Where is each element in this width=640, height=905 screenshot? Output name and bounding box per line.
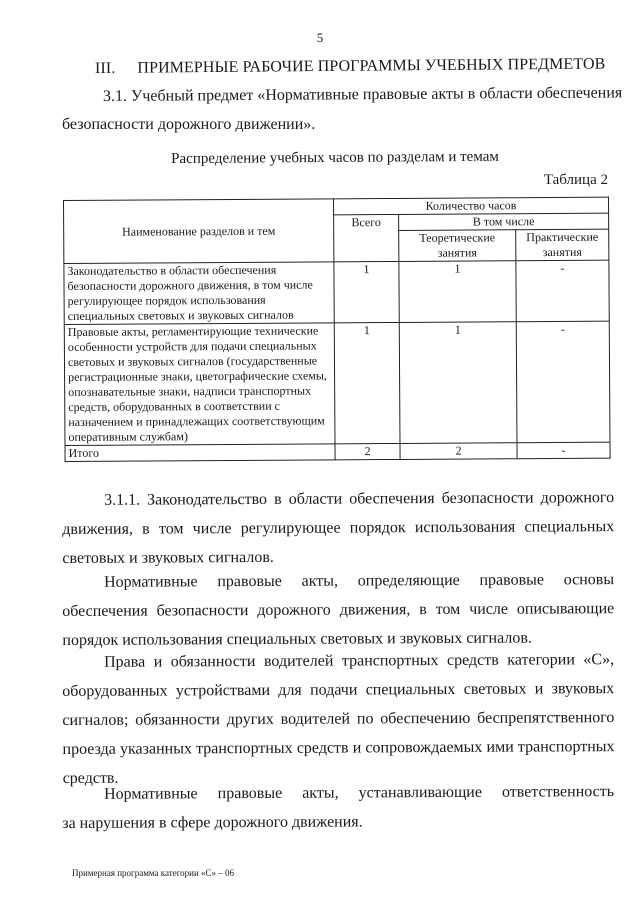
- paragraph-3-1-1: 3.1.1. Законодательство в области обеспечения безопасности дорожного движения, в том числе регулирующее порядок использования специальных световых и звуковых сигналов.: [62, 489, 615, 567]
- total-label: Итого: [65, 444, 335, 462]
- word: акты,: [302, 784, 339, 802]
- row-practice: -: [516, 321, 610, 443]
- word: ответственность: [501, 783, 615, 801]
- row-theory: 1: [399, 322, 517, 444]
- row-total: 1: [334, 261, 399, 322]
- header-hours: Количество часов: [333, 197, 608, 215]
- hours-table: [63, 197, 611, 462]
- word: Нормативные: [104, 785, 198, 803]
- total-total: 2: [335, 443, 400, 459]
- table-label: Таблица 2: [543, 172, 608, 188]
- row-topic: Правовые акты, регламентирующие технические особенности устройств для подачи специальных световых и звуковых сигналов (государственные регистрационные знаки, цветографические схемы, опознавательные знаки, надписи транспортных средств, оборудованных в соответствии с назначением и принадлежащих соответствующим оперативным службам): [64, 323, 335, 446]
- paragraph-responsibility-line-2: за нарушения в сфере дорожного движения.: [62, 813, 363, 832]
- section-heading: [95, 56, 606, 78]
- table-row: [64, 321, 610, 445]
- page-number: 5: [316, 30, 324, 45]
- paragraph-driver-rights: Права и обязанности водителей транспортных средств категории «С», оборудованных устройствами для подачи специальных световых и звуковых сигналов; обязанности других водителей по обеспечению беспрепятственного проезда указанных транспортных средств и сопровождаемых ими транспортных средств.: [62, 651, 615, 787]
- row-theory: 1: [399, 261, 516, 323]
- page-footer: Примерная программа категории «С» – 06: [72, 868, 235, 878]
- distribution-title: Распределение учебных часов по разделам и темам: [171, 148, 499, 168]
- header-practice: Практические занятия: [516, 229, 609, 261]
- header-including: В том числе: [399, 213, 609, 230]
- header-total: Всего: [334, 214, 399, 261]
- paragraph-responsibility: [62, 777, 614, 838]
- table-row: [64, 260, 609, 324]
- row-topic: Законодательство в области обеспечения безопасности дорожного движения, в том числе регулирующее порядок использования специальных световых и звуковых сигналов: [64, 262, 334, 325]
- total-practice: -: [517, 442, 610, 459]
- word: правовые: [217, 784, 283, 803]
- header-topic-name: Наименование разделов и тем: [64, 199, 334, 264]
- section-number: III.: [94, 59, 116, 77]
- row-total: 1: [334, 322, 400, 443]
- subject-title-line-1: 3.1. Учебный предмет «Нормативные правовые акты в области обеспечения: [102, 84, 623, 105]
- subject-title-line-2: безопасности дорожного движении».: [62, 116, 316, 133]
- paragraph-legal-acts: Нормативные правовые акты, определяющие правовые основы обеспечения безопасности дорожного движения, в том числе описывающие порядок использования специальных световых и звуковых сигналов.: [62, 571, 615, 649]
- word: устанавливающие: [358, 783, 482, 802]
- row-practice: -: [516, 260, 609, 322]
- paragraph-responsibility-line-1: [104, 777, 614, 809]
- header-theory: Теоретические занятия: [399, 230, 516, 262]
- section-title: ПРИМЕРНЫЕ РАБОЧИЕ ПРОГРАММЫ УЧЕБНЫХ ПРЕДМЕТОВ: [137, 55, 606, 77]
- table-total-row: [65, 442, 610, 461]
- total-theory: 2: [400, 443, 517, 460]
